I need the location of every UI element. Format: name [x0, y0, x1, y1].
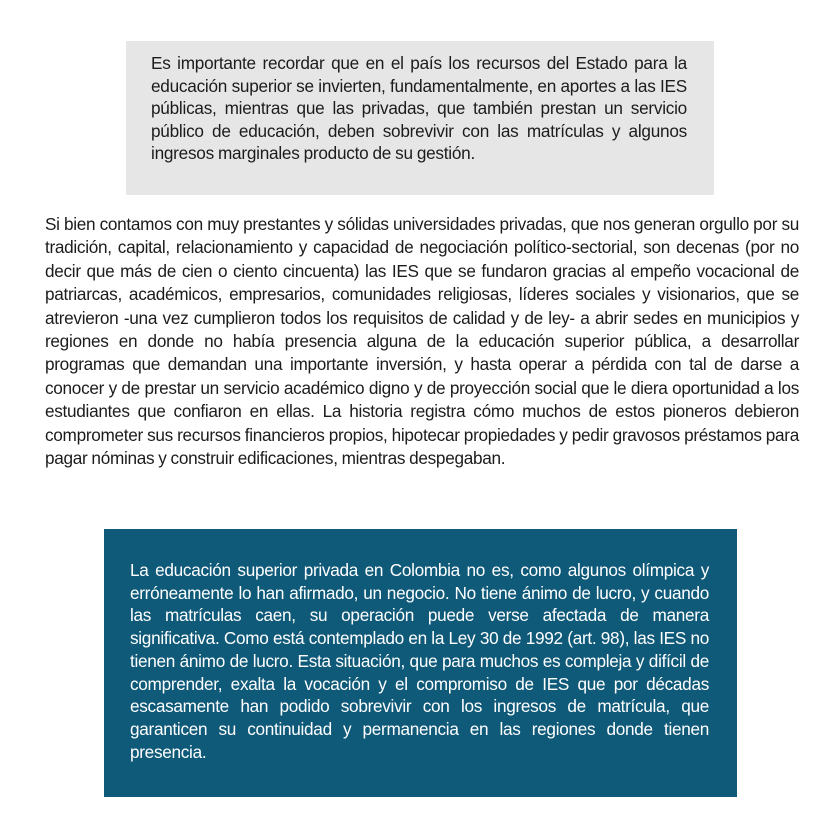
- highlight-box-blue: [104, 529, 737, 797]
- highlight-text-blue: La educación superior privada en Colombia no es, como algunos olímpica y erróneamente lo han afirmado, un negocio. No tiene ánimo de lucro, y cuando las matrículas caen, su operación puede verse afectada de manera significativa. Como está contemplado en la Ley 30 de 1992 (art. 98), las IES no tienen ánimo de lucro. Esta situación, que para muchos es compleja y difícil de comprender, exalta la vocación y el compromiso de IES que por décadas escasamente han podido sobrevivir con los ingresos de matrícula, que garanticen su continuidad y permanencia en las regiones donde tienen presencia.: [130, 560, 709, 762]
- highlight-text-gray: Es importante recordar que en el país los recursos del Estado para la educación superior se invierten, fundamentalmente, en aportes a las IES públicas, mientras que las privadas, que también prestan un servicio público de educación, deben sobrevivir con las matrículas y algunos ingresos marginales producto de su gestión.: [151, 53, 687, 163]
- body-paragraph: Si bien contamos con muy prestantes y sólidas universidades privadas, que nos generan orgullo por su tradición, capital, relacionamiento y capacidad de negociación político-sectorial, son decenas (por no decir que más de cien o ciento cincuenta) las IES que se fundaron gracias al empeño vocacional de patriarcas, académicos, empresarios, comunidades religiosas, líderes sociales y visionarios, que se atrevieron -una vez cumplieron todos los requisitos de calidad y de ley- a abrir sedes en municipios y regiones en donde no había presencia alguna de la educación superior pública, a desarrollar programas que demandan una importante inversión, y hasta operar a pérdida con tal de darse a conocer y de prestar un servicio académico digno y de proyección social que le diera oportunidad a los estudiantes que confiaron en ellas. La historia registra cómo muchos de estos pioneros debieron comprometer sus recursos financieros propios, hipotecar propiedades y pedir gravosos préstamos para pagar nóminas y construir edificaciones, mientras despegaban.: [45, 214, 799, 469]
- highlight-box-gray: [126, 41, 714, 195]
